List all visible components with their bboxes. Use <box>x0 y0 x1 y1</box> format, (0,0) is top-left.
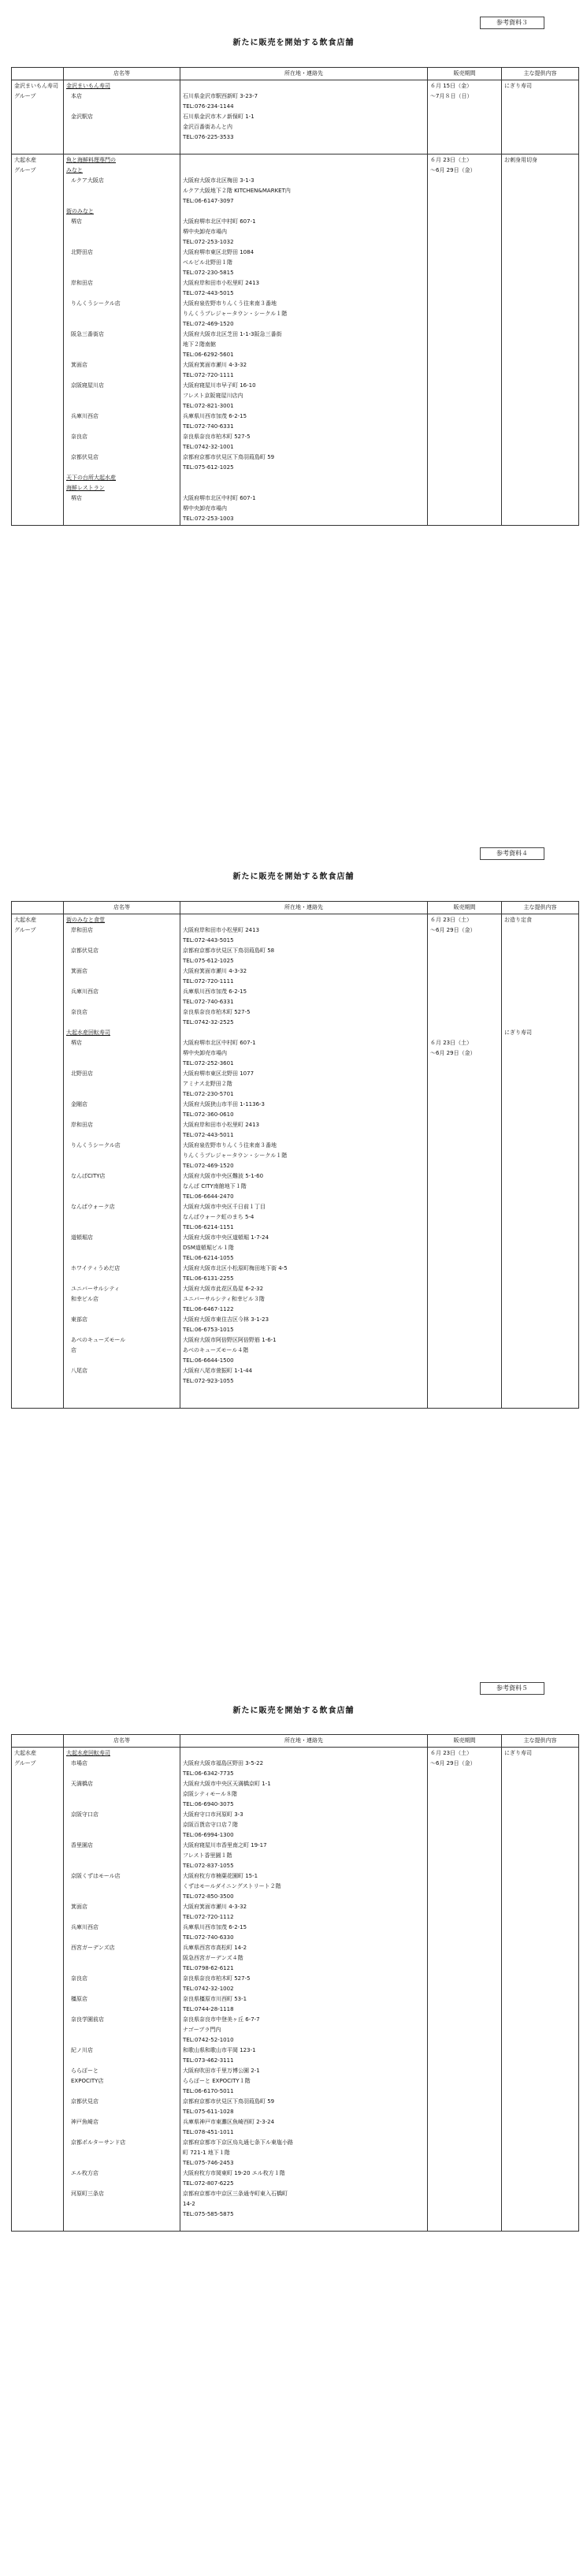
group-name: 大起水産 <box>14 1750 36 1756</box>
store-address: ららぽーと EXPOCITY１階 <box>183 2078 251 2084</box>
store-address: TEL:073-462-3111 <box>183 2057 234 2064</box>
store-address: TEL:06-6644-1500 <box>183 1357 234 1364</box>
store-name: 阪急三番街店 <box>71 331 104 337</box>
store-address: TEL:072-740-6330 <box>183 1934 234 1941</box>
store-address: 大阪府堺市北区中村町 607-1 <box>183 218 256 225</box>
store-address: 地下２階南館 <box>183 341 216 348</box>
store-address: くずはモールダイニングストリート２階 <box>183 1883 281 1889</box>
store-address: TEL:06-6147-3097 <box>183 198 234 204</box>
store-address: TEL:06-6940-3075 <box>183 1801 234 1807</box>
store-address: 奈良県奈良市柏木町 527-5 <box>183 1975 251 1982</box>
store-address: TEL:072-360-0610 <box>183 1111 234 1118</box>
store-name: あべのキューズモール <box>71 1337 126 1343</box>
sales-period: ６月 23日（土） <box>430 157 473 163</box>
sales-period: ～6月 29日（金） <box>430 1760 476 1766</box>
store-address: ルクア大阪地下２階 KITCHEN&MARKET内 <box>183 188 291 194</box>
group-name: グループ <box>14 167 36 173</box>
col-header-content: 主な提供内容 <box>502 68 579 80</box>
store-name: ルクア大阪店 <box>71 177 104 184</box>
store-table <box>11 901 579 1409</box>
store-address: TEL:06-6214-1151 <box>183 1224 234 1230</box>
store-name: 香里園店 <box>71 1842 93 1848</box>
store-address: 大阪府枚方市楠葉花園町 15-1 <box>183 1873 258 1879</box>
col-header-group <box>12 1735 64 1748</box>
store-address: 京都府京都市中京区三条通寺町東入石橋町 <box>183 2191 288 2197</box>
store-name: なんばウォーク店 <box>71 1204 115 1210</box>
content-cell <box>502 914 579 1409</box>
store-name: 兵庫川西店 <box>71 1924 98 1930</box>
store-address: TEL:072-923-1055 <box>183 1378 234 1384</box>
store-address: TEL:075-612-1025 <box>183 958 234 964</box>
store-name: りんくうシークル店 <box>71 300 121 307</box>
table-row <box>12 154 579 526</box>
store-address: フレスト香里園１階 <box>183 1852 232 1859</box>
group-name: グループ <box>14 927 36 933</box>
store-name: 京都伏見店 <box>71 947 98 954</box>
store-address: 大阪府堺市北区中村町 607-1 <box>183 1040 256 1046</box>
col-header-address: 所在地・連絡先 <box>180 902 428 914</box>
store-address: 大阪府箕面市瀬川 4-3-32 <box>183 968 247 974</box>
store-address: TEL:072-740-6331 <box>183 423 234 430</box>
store-name: 金剛店 <box>71 1101 87 1107</box>
store-address: TEL:072-443-5015 <box>183 290 234 296</box>
sales-period: ～7月８日（日） <box>430 93 473 99</box>
store-address: ナゴーブラ門内 <box>183 2027 221 2033</box>
store-name: 紀ノ川店 <box>71 2047 93 2053</box>
store-address: TEL:072-720-1111 <box>183 978 234 985</box>
store-address: TEL:072-252-3601 <box>183 1060 234 1067</box>
store-address: 大阪府堺市東区北野田 1077 <box>183 1070 254 1077</box>
store-address: TEL:06-6994-1300 <box>183 1832 234 1838</box>
offered-item: にぎり寿司 <box>504 1029 532 1036</box>
store-name: 箕面店 <box>71 362 87 368</box>
page-title: 新たに販売を開始する飲食店舗 <box>232 1707 355 1715</box>
store-address: TEL:075-612-1025 <box>183 464 234 471</box>
store-address: TEL:076-225-3533 <box>183 134 234 140</box>
store-cell <box>64 914 180 1409</box>
store-address: 大阪府堺市北区中村町 607-1 <box>183 495 256 501</box>
col-header-store: 店名等 <box>64 902 180 914</box>
store-address: TEL:072-443-5011 <box>183 1132 234 1138</box>
table-row <box>12 1748 579 2232</box>
store-name: 本店 <box>71 93 82 99</box>
store-name: エル枚方店 <box>71 2170 98 2176</box>
table-row <box>12 80 579 154</box>
store-name: ららぽーと <box>71 2068 98 2074</box>
store-address: TEL:0742-32-1001 <box>183 444 234 450</box>
store-address: TEL:06-6467-1122 <box>183 1306 234 1312</box>
sales-period: ６月 15日（金） <box>430 83 473 89</box>
col-header-group <box>12 902 64 914</box>
address-cell <box>180 914 428 1409</box>
store-name: 岸和田店 <box>71 927 93 933</box>
section-name: 大起水産回転寿司 <box>66 1029 110 1036</box>
col-header-period: 販売期間 <box>428 902 502 914</box>
store-address: 大阪府八尾市萱振町 1-1-44 <box>183 1368 253 1374</box>
col-header-group <box>12 68 64 80</box>
store-name: 岸和田店 <box>71 1122 93 1128</box>
store-address: 兵庫県神戸市東灘区魚崎西町 2-3-24 <box>183 2119 275 2125</box>
store-address: 京都府京都市伏見区下鳥羽葭島町 58 <box>183 947 275 954</box>
store-address: 大阪府大阪市北区梅田 3-1-3 <box>183 177 254 184</box>
store-address: りんくうプレジャータウン・シークル１階 <box>183 1152 288 1159</box>
store-address: 奈良県奈良市中登美ヶ丘 6-7-7 <box>183 2016 260 2023</box>
store-address: なんばウォーク虹のまち 5-4 <box>183 1214 254 1220</box>
store-address: 14-2 <box>183 2201 195 2207</box>
sales-period: ～6月 29日（金） <box>430 1050 476 1056</box>
store-address: 奈良県橿原市川西町 53-1 <box>183 1996 247 2002</box>
store-address: TEL:0742-32-1002 <box>183 1986 234 1992</box>
store-name: 和幸ビル店 <box>71 1296 98 1302</box>
store-address: ユニバーサルシティ和幸ビル３階 <box>183 1296 265 1302</box>
store-address: 奈良県奈良市柏木町 527-5 <box>183 1009 251 1015</box>
col-header-address: 所在地・連絡先 <box>180 68 428 80</box>
sales-period: ６月 23日（土） <box>430 1040 473 1046</box>
store-address: 大阪府守口市河原町 3-3 <box>183 1811 243 1818</box>
col-header-period: 販売期間 <box>428 68 502 80</box>
store-address: TEL:06-6342-7735 <box>183 1770 234 1777</box>
store-address: TEL:075-746-2453 <box>183 2160 234 2166</box>
store-address: 大阪府大阪市福島区野田 3-5-22 <box>183 1760 264 1766</box>
store-name: 京阪くずはモール店 <box>71 1873 121 1879</box>
store-address: TEL:06-6292-5601 <box>183 352 234 358</box>
sales-period: ６月 23日（土） <box>430 917 473 923</box>
store-address: 大阪府泉佐野市りんくう往来南３番地 <box>183 300 277 307</box>
offered-item: お刺身用切身 <box>504 157 537 163</box>
store-address: 京都府京都市下京区烏丸通七条下ル東塩小路 <box>183 2139 293 2146</box>
store-address: ベルピル北野田１階 <box>183 259 232 266</box>
group-cell <box>12 154 64 526</box>
section-name: 金沢まいもん寿司 <box>66 83 110 89</box>
sales-period: ～6月 29日（金） <box>430 167 476 173</box>
address-cell <box>180 1748 428 2232</box>
col-header-content: 主な提供内容 <box>502 1735 579 1748</box>
store-address: 兵庫県西宮市高松町 14-2 <box>183 1945 247 1951</box>
group-name: 大起水産 <box>14 157 36 163</box>
store-address: 大阪府箕面市瀬川 4-3-32 <box>183 1904 247 1910</box>
store-name: 京阪守口店 <box>71 1811 98 1818</box>
store-name: 河原町三条店 <box>71 2191 104 2197</box>
store-name: 堺店 <box>71 495 82 501</box>
store-address: 大阪府大阪市中央区難波 5-1-60 <box>183 1173 264 1179</box>
store-table <box>11 67 579 526</box>
store-address: なんば CITY南館地下１階 <box>183 1183 247 1189</box>
store-address: TEL:06-6170-5011 <box>183 2088 234 2094</box>
group-name: グループ <box>14 1760 36 1766</box>
offered-item: お造り定食 <box>504 917 532 923</box>
store-address: TEL:0742-32-2525 <box>183 1019 234 1026</box>
store-name: りんくうシークル店 <box>71 1142 121 1148</box>
reference-label: 参考資料３ <box>480 17 544 29</box>
section-name: 海鮮レストラン <box>66 485 105 491</box>
store-name: 八尾店 <box>71 1368 87 1374</box>
store-name: 箕面店 <box>71 1904 87 1910</box>
store-address: 大阪府箕面市瀬川 4-3-32 <box>183 362 247 368</box>
store-address: 石川県金沢市木ノ新保町 1-1 <box>183 114 254 120</box>
store-address: TEL:072-720-1112 <box>183 1914 234 1920</box>
store-address: 和歌山県和歌山市平岡 123-1 <box>183 2047 256 2053</box>
offered-item: にぎり寿司 <box>504 83 532 89</box>
store-name: 堺店 <box>71 1040 82 1046</box>
content-cell <box>502 154 579 526</box>
store-name: 市場店 <box>71 1760 87 1766</box>
store-address: 大阪府大阪市中央区道頓堀 1-7-24 <box>183 1234 269 1241</box>
store-address: 堺中央卸売市場内 <box>183 505 227 512</box>
store-address: TEL:06-6131-2255 <box>183 1275 234 1282</box>
store-address: TEL:076-234-1144 <box>183 103 234 110</box>
store-address: TEL:072-469-1520 <box>183 1163 234 1169</box>
store-address: 兵庫県川西市加茂 6-2-15 <box>183 988 247 995</box>
store-address: TEL:072-821-3001 <box>183 403 234 409</box>
store-address: 兵庫県川西市加茂 6-2-15 <box>183 1924 247 1930</box>
store-address: TEL:06-6214-1055 <box>183 1255 234 1261</box>
store-name: 奈良店 <box>71 434 87 440</box>
section-name: 街のみなと食堂 <box>66 917 105 923</box>
store-address: 京都府京都市伏見区下鳥羽葭島町 59 <box>183 454 275 460</box>
store-name: 天満橋店 <box>71 1781 93 1787</box>
group-name: 金沢まいもん寿司 <box>14 83 58 89</box>
store-name: 奈良店 <box>71 1975 87 1982</box>
store-address: 大阪府大阪市北区小松原町梅田地下街 4-5 <box>183 1265 288 1271</box>
store-cell <box>64 154 180 526</box>
store-address: DSM道頓堀ビル１階 <box>183 1245 234 1251</box>
store-address: 大阪府大阪市中央区千日前１丁目 <box>183 1204 266 1210</box>
store-name: 兵庫川西店 <box>71 988 98 995</box>
store-address: 石川県金沢市駅西新町 3-23-7 <box>183 93 258 99</box>
store-address: TEL:072-807-6225 <box>183 2180 234 2187</box>
store-name: 北野田店 <box>71 1070 93 1077</box>
store-name: 西宮ガーデンズ店 <box>71 1945 115 1951</box>
col-header-store: 店名等 <box>64 1735 180 1748</box>
store-name: 北野田店 <box>71 249 93 255</box>
store-name: 京都伏見店 <box>71 454 98 460</box>
group-cell <box>12 1748 64 2232</box>
store-address: 大阪府吹田市千里万博公園 2-1 <box>183 2068 260 2074</box>
sales-period: ～6月 29日（金） <box>430 927 476 933</box>
store-name: 京都伏見店 <box>71 2098 98 2105</box>
store-address: TEL:06-6644-2470 <box>183 1193 234 1200</box>
store-address: TEL:078-451-1011 <box>183 2129 234 2135</box>
store-name: 箕面店 <box>71 968 87 974</box>
store-name: 京都ポルターサンド店 <box>71 2139 126 2146</box>
store-cell <box>64 1748 180 2232</box>
store-address: TEL:0742-52-1010 <box>183 2037 234 2043</box>
store-cell <box>64 80 180 154</box>
page-title: 新たに販売を開始する飲食店舗 <box>232 39 355 47</box>
store-address: TEL:072-443-5015 <box>183 937 234 944</box>
store-address: 大阪府枚方市岡東町 19-20 エル枚方１階 <box>183 2170 285 2176</box>
col-header-store: 店名等 <box>64 68 180 80</box>
store-address: TEL:0798-62-6121 <box>183 1965 234 1971</box>
section-name: 大起水産回転寿司 <box>66 1750 110 1756</box>
store-address: 堺中央卸売市場内 <box>183 1050 227 1056</box>
store-name: ホワイティうめだ店 <box>71 1265 121 1271</box>
table-row <box>12 914 579 1409</box>
store-address: 京阪百貨店守口店７階 <box>183 1822 238 1828</box>
offered-item: にぎり寿司 <box>504 1750 532 1756</box>
section-name: みなと <box>66 167 83 173</box>
store-address: 大阪府大阪市中央区天満橋京町 1-1 <box>183 1781 271 1787</box>
store-address: 大阪府岸和田市小松里町 2413 <box>183 1122 260 1128</box>
store-name: 神戸魚崎店 <box>71 2119 98 2125</box>
address-cell <box>180 80 428 154</box>
store-name: 金沢駅店 <box>71 114 93 120</box>
content-cell <box>502 80 579 154</box>
store-address: TEL:0744-28-1118 <box>183 2006 234 2012</box>
group-cell <box>12 80 64 154</box>
store-address: アミナス北野田２階 <box>183 1081 232 1087</box>
store-address: あべのキューズモール４階 <box>183 1347 249 1353</box>
store-name: 東部店 <box>71 1316 87 1323</box>
store-name: 店 <box>71 1347 76 1353</box>
store-name: 道頓堀店 <box>71 1234 93 1241</box>
sales-period: ６月 23日（土） <box>430 1750 473 1756</box>
reference-label: 参考資料４ <box>480 847 544 860</box>
store-address: TEL:072-850-3500 <box>183 1893 234 1900</box>
store-name: EXPOCITY店 <box>71 2078 104 2084</box>
col-header-address: 所在地・連絡先 <box>180 1735 428 1748</box>
store-address: 大阪府大阪狭山市半田 1-1136-3 <box>183 1101 265 1107</box>
content-cell <box>502 1748 579 2232</box>
store-name: 奈良学園前店 <box>71 2016 104 2023</box>
store-name: 京阪寝屋川店 <box>71 382 104 389</box>
store-name: 堺店 <box>71 218 82 225</box>
store-name: 兵庫川西店 <box>71 413 98 419</box>
col-header-content: 主な提供内容 <box>502 902 579 914</box>
store-table <box>11 1734 579 2232</box>
store-address: フレスト京阪寝屋川店内 <box>183 393 243 399</box>
address-cell <box>180 154 428 526</box>
store-address: 大阪府大阪市此花区島屋 6-2-32 <box>183 1286 264 1292</box>
store-address: 金沢百番街あんと内 <box>183 124 232 130</box>
store-address: 大阪府寝屋川市香里南之町 19-17 <box>183 1842 267 1848</box>
store-address: 京阪シティモール８階 <box>183 1791 238 1797</box>
col-header-period: 販売期間 <box>428 1735 502 1748</box>
store-address: TEL:075-611-1028 <box>183 2109 234 2115</box>
store-address: 町 721-1 地下１階 <box>183 2150 230 2156</box>
period-cell <box>428 1748 502 2232</box>
store-name: ユニバーサルシティ <box>71 1286 120 1292</box>
store-address: 大阪府岸和田市小松里町 2413 <box>183 280 260 286</box>
group-name: グループ <box>14 93 36 99</box>
store-address: TEL:072-253-1003 <box>183 516 234 522</box>
store-address: 大阪府寝屋川市早子町 16-10 <box>183 382 256 389</box>
store-address: TEL:072-230-5701 <box>183 1091 234 1097</box>
store-address: 阪急西宮ガーデンズ４階 <box>183 1955 243 1961</box>
store-address: TEL:06-6753-1015 <box>183 1327 234 1333</box>
store-name: なんばCITY店 <box>71 1173 106 1179</box>
group-cell <box>12 914 64 1409</box>
group-name: 大起水産 <box>14 917 36 923</box>
store-address: 大阪府岸和田市小松里町 2413 <box>183 927 260 933</box>
store-address: 大阪府泉佐野市りんくう往来南３番地 <box>183 1142 277 1148</box>
store-address: 奈良県奈良市柏木町 527-5 <box>183 434 251 440</box>
store-address: TEL:075-585-5875 <box>183 2211 234 2217</box>
reference-label: 参考資料５ <box>480 1682 544 1695</box>
store-name: 橿原店 <box>71 1996 87 2002</box>
store-address: 京都府京都市伏見区下鳥羽葭島町 59 <box>183 2098 275 2105</box>
store-address: TEL:072-720-1111 <box>183 372 234 378</box>
period-cell <box>428 80 502 154</box>
store-address: TEL:072-740-6331 <box>183 999 234 1005</box>
store-address: 大阪府大阪市東住吉区今林 3-1-23 <box>183 1316 269 1323</box>
section-name: 魚と海鮮料理専門の <box>66 157 116 163</box>
store-address: TEL:072-230-5815 <box>183 270 234 276</box>
store-address: TEL:072-837-1055 <box>183 1863 234 1869</box>
store-address: 兵庫県川西市加茂 6-2-15 <box>183 413 247 419</box>
period-cell <box>428 914 502 1409</box>
store-address: 大阪府大阪市阿倍野区阿倍野筋 1-6-1 <box>183 1337 277 1343</box>
period-cell <box>428 154 502 526</box>
store-address: 大阪府堺市東区北野田 1084 <box>183 249 254 255</box>
store-address: TEL:072-253-1032 <box>183 239 234 245</box>
section-name: 街のみなと <box>66 208 94 214</box>
store-name: 奈良店 <box>71 1009 87 1015</box>
page-title: 新たに販売を開始する飲食店舗 <box>232 873 355 881</box>
store-address: 大阪府大阪市北区芝田 1-1-3阪急三番街 <box>183 331 282 337</box>
store-address: 堺中央卸売市場内 <box>183 229 227 235</box>
store-name: 岸和田店 <box>71 280 93 286</box>
section-name: 天下の台所大起水産 <box>66 475 116 481</box>
store-address: TEL:072-469-1520 <box>183 321 234 327</box>
store-address: りんくうプレジャータウン・シークル１階 <box>183 311 288 317</box>
